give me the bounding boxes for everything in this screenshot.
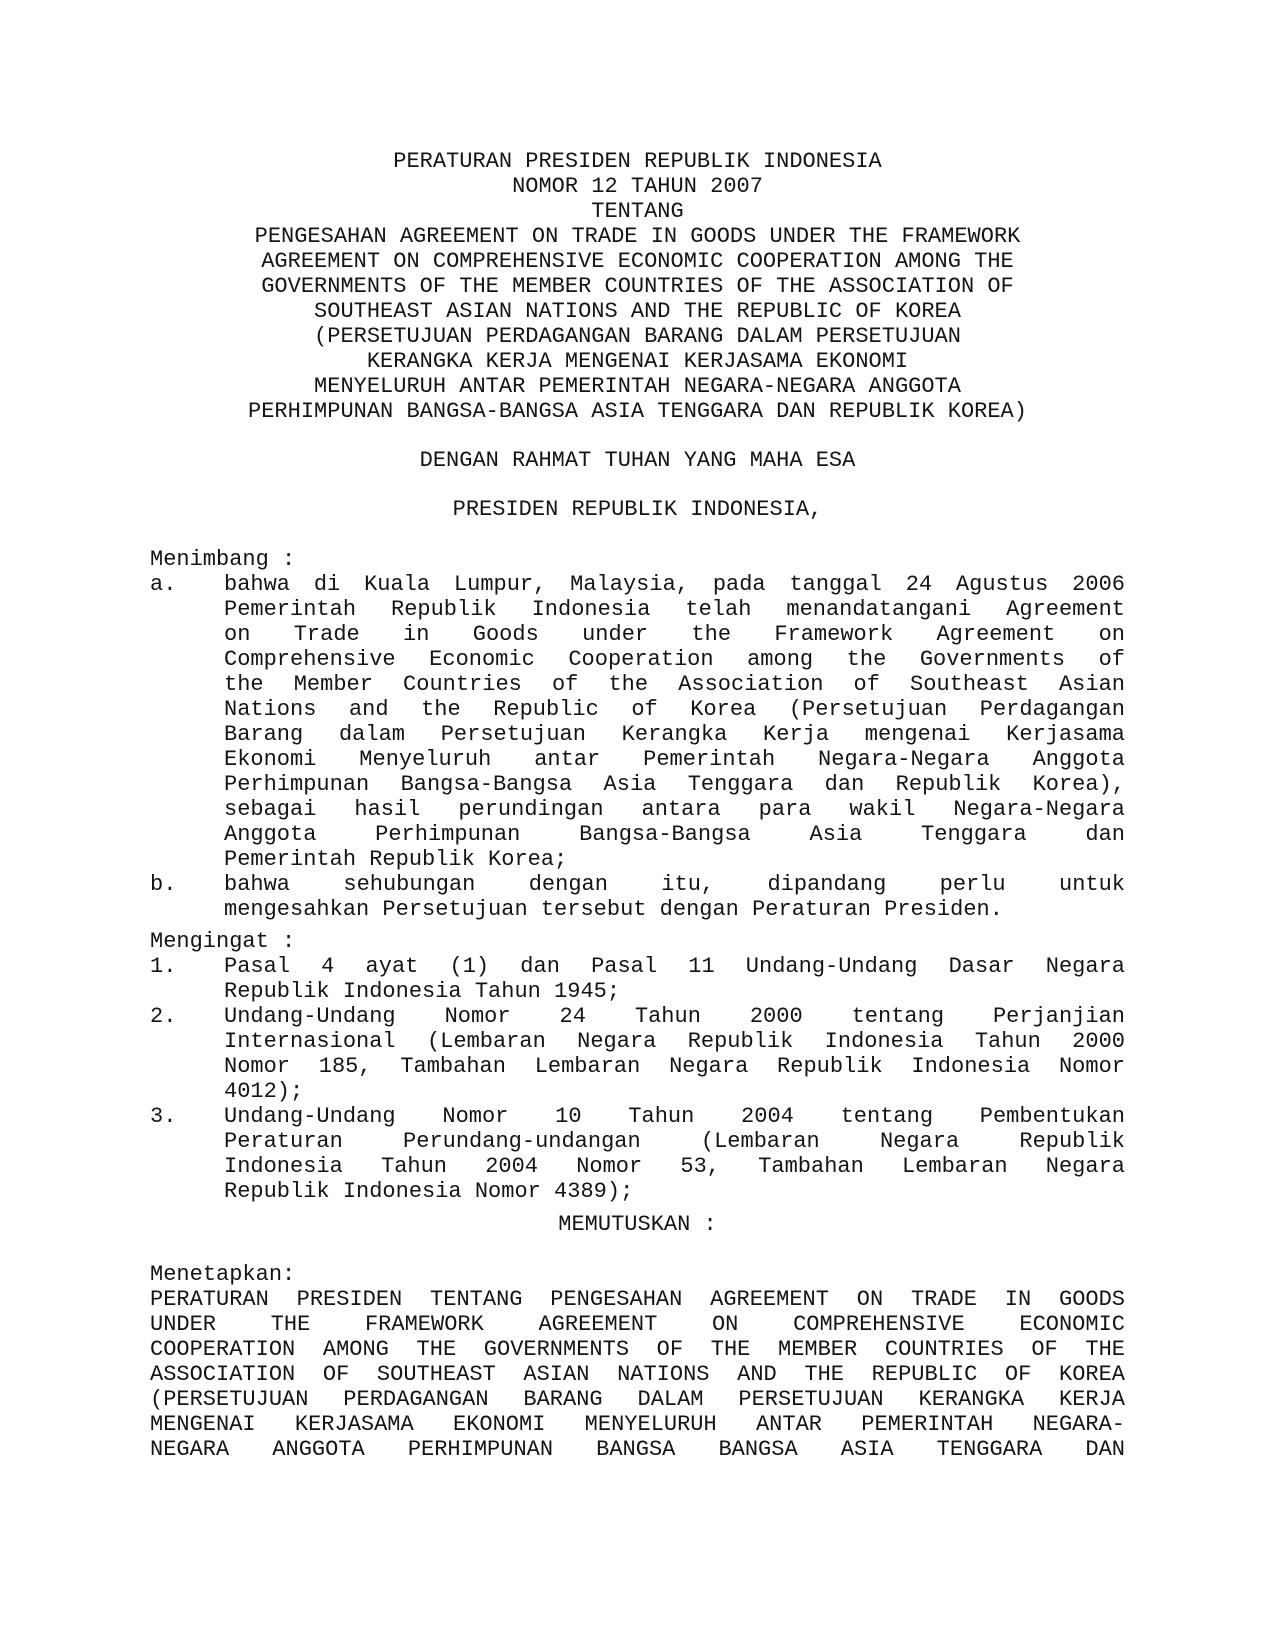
menetapkan-line: (PERSETUJUAN PERDAGANGAN BARANG DALAM PERSETUJUAN KERANGKA KERJA xyxy=(150,1387,1125,1412)
item-line: Undang-Undang Nomor 24 Tahun 2000 tentang Perjanjian xyxy=(224,1004,1125,1029)
item-line: Republik Indonesia Tahun 1945; xyxy=(224,979,621,1004)
mengingat-list xyxy=(150,954,1125,1204)
item-line: bahwa sehubungan dengan itu, dipandang perlu untuk xyxy=(224,872,1125,897)
item-line: Peraturan Perundang-undangan (Lembaran Negara Republik xyxy=(224,1129,1125,1154)
item-line: Nomor 185, Tambahan Lembaran Negara Republik Indonesia Nomor xyxy=(224,1054,1125,1079)
item-line: on Trade in Goods under the Framework Agreement on xyxy=(224,622,1125,647)
item-line: Ekonomi Menyeluruh antar Pemerintah Negara-Negara Anggota xyxy=(224,747,1125,772)
item-line: Perhimpunan Bangsa-Bangsa Asia Tenggara dan Republik Korea), xyxy=(224,772,1125,797)
title-line: (PERSETUJUAN PERDAGANGAN BARANG DALAM PERSETUJUAN xyxy=(314,324,961,349)
title-line: TENTANG xyxy=(591,199,684,224)
item-line: Barang dalam Persetujuan Kerangka Kerja mengenai Kerjasama xyxy=(224,722,1125,747)
memutuskan-heading: MEMUTUSKAN : xyxy=(558,1212,717,1237)
item-line: 4012); xyxy=(224,1079,304,1104)
menetapkan-line: NEGARA ANGGOTA PERHIMPUNAN BANGSA BANGSA ASIA TENGGARA DAN xyxy=(150,1437,1125,1462)
item-marker: 3. xyxy=(150,1104,177,1129)
title-line: PERHIMPUNAN BANGSA-BANGSA ASIA TENGGARA DAN REPUBLIK KOREA) xyxy=(248,399,1027,424)
menetapkan-line: COOPERATION AMONG THE GOVERNMENTS OF THE MEMBER COUNTRIES OF THE xyxy=(150,1337,1125,1362)
item-line: Undang-Undang Nomor 10 Tahun 2004 tentang Pembentukan xyxy=(224,1104,1125,1129)
menimbang-label: Menimbang : xyxy=(150,547,296,572)
list-item xyxy=(150,954,1125,1004)
item-line: Nations and the Republic of Korea (Persetujuan Perdagangan xyxy=(224,697,1125,722)
mengingat-label: Mengingat : xyxy=(150,929,296,954)
title-line: SOUTHEAST ASIAN NATIONS AND THE REPUBLIC OF KOREA xyxy=(314,299,961,324)
list-item xyxy=(150,872,1125,922)
title-line: GOVERNMENTS OF THE MEMBER COUNTRIES OF THE ASSOCIATION OF xyxy=(261,274,1014,299)
title-line: PERATURAN PRESIDEN REPUBLIK INDONESIA xyxy=(393,149,882,174)
item-line: bahwa di Kuala Lumpur, Malaysia, pada tanggal 24 Agustus 2006 xyxy=(224,572,1125,597)
item-marker: a. xyxy=(150,572,177,597)
title-line: NOMOR 12 TAHUN 2007 xyxy=(512,174,763,199)
menimbang-list xyxy=(150,572,1125,922)
item-line: Pemerintah Republik Korea; xyxy=(224,847,568,872)
president-heading: PRESIDEN REPUBLIK INDONESIA, xyxy=(452,497,823,522)
invocation: DENGAN RAHMAT TUHAN YANG MAHA ESA xyxy=(419,448,856,473)
item-marker: 1. xyxy=(150,954,177,979)
item-line: Comprehensive Economic Cooperation among the Governments of xyxy=(224,647,1125,672)
title-line: PENGESAHAN AGREEMENT ON TRADE IN GOODS UNDER THE FRAMEWORK xyxy=(254,224,1021,249)
item-line: Pemerintah Republik Indonesia telah menandatangani Agreement xyxy=(224,597,1125,622)
menetapkan-line: PERATURAN PRESIDEN TENTANG PENGESAHAN AGREEMENT ON TRADE IN GOODS xyxy=(150,1287,1125,1312)
item-line: Pasal 4 ayat (1) dan Pasal 11 Undang-Undang Dasar Negara xyxy=(224,954,1125,979)
menetapkan-line: MENGENAI KERJASAMA EKONOMI MENYELURUH ANTAR PEMERINTAH NEGARA- xyxy=(150,1412,1125,1437)
list-item xyxy=(150,572,1125,872)
item-line: the Member Countries of the Association of Southeast Asian xyxy=(224,672,1125,697)
item-line: mengesahkan Persetujuan tersebut dengan Peraturan Presiden. xyxy=(224,897,1003,922)
menetapkan-label: Menetapkan: xyxy=(150,1262,296,1287)
list-item xyxy=(150,1104,1125,1204)
item-line: Internasional (Lembaran Negara Republik Indonesia Tahun 2000 xyxy=(224,1029,1125,1054)
item-line: Republik Indonesia Nomor 4389); xyxy=(224,1179,634,1204)
title-line: AGREEMENT ON COMPREHENSIVE ECONOMIC COOPERATION AMONG THE xyxy=(261,249,1014,274)
regulation-title xyxy=(150,149,1125,424)
item-line: Indonesia Tahun 2004 Nomor 53, Tambahan Lembaran Negara xyxy=(224,1154,1125,1179)
title-line: KERANGKA KERJA MENGENAI KERJASAMA EKONOMI xyxy=(366,349,909,374)
list-item xyxy=(150,1004,1125,1104)
item-line: sebagai hasil perundingan antara para wakil Negara-Negara xyxy=(224,797,1125,822)
item-marker: 2. xyxy=(150,1004,177,1029)
item-line: Anggota Perhimpunan Bangsa-Bangsa Asia Tenggara dan xyxy=(224,822,1125,847)
title-line: MENYELURUH ANTAR PEMERINTAH NEGARA-NEGARA ANGGOTA xyxy=(314,374,961,399)
item-marker: b. xyxy=(150,872,177,897)
menetapkan-line: ASSOCIATION OF SOUTHEAST ASIAN NATIONS AND THE REPUBLIC OF KOREA xyxy=(150,1362,1125,1387)
menetapkan-text xyxy=(150,1287,1125,1462)
menetapkan-line: UNDER THE FRAMEWORK AGREEMENT ON COMPREHENSIVE ECONOMIC xyxy=(150,1312,1125,1337)
